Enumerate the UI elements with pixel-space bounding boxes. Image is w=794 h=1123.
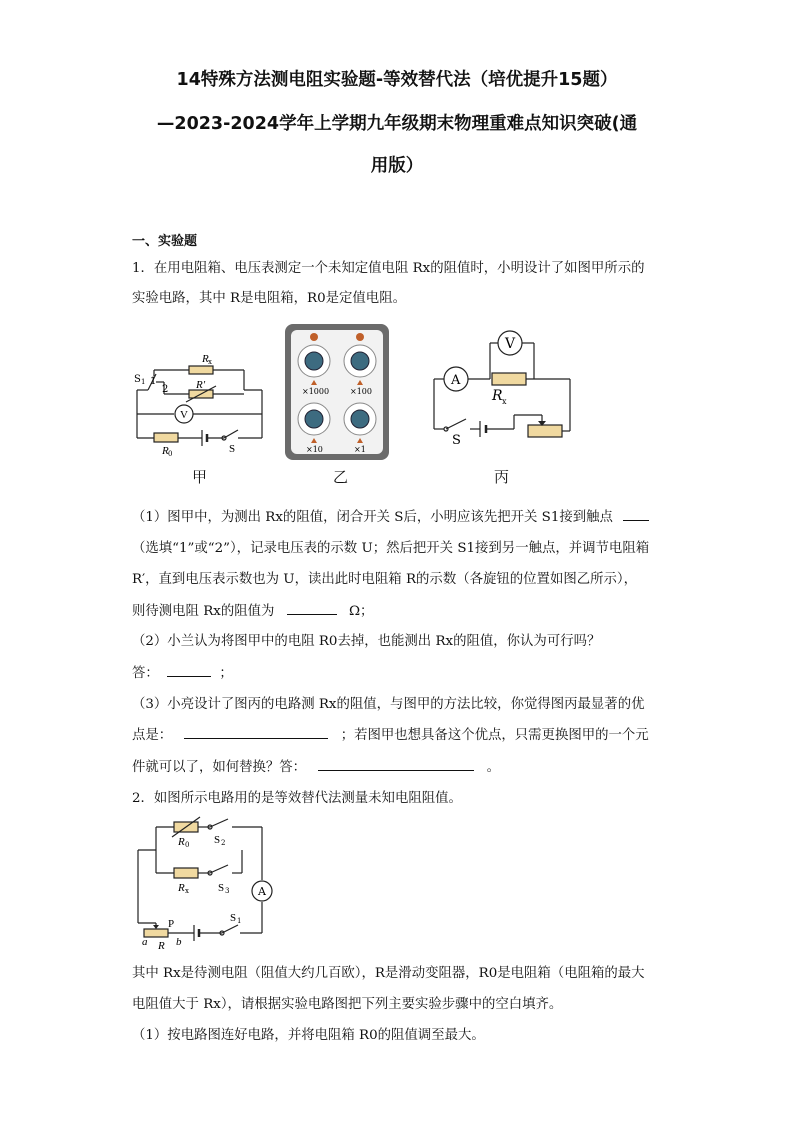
q1-part1-line2: （选填“1”或“2”），记录电压表的示数 U；然后把开关 S1接到另一触点，并调节电阻箱 [132,541,650,556]
svg-text:V: V [180,409,188,421]
q1-part3-line2-pre: 点是： [132,728,173,743]
svg-text:0: 0 [185,841,190,849]
svg-text:S: S [229,443,236,455]
svg-text:R: R [178,882,185,894]
doc-title-line1: 14特殊方法测电阻实验题-等效替代法（培优提升15题） [176,70,618,90]
svg-text:1: 1 [150,376,157,387]
figure-label-jia: 甲 [192,468,208,486]
svg-text:R: R [178,836,185,848]
q1-part3-line2-post: ；若图甲也想具备这个优点，只需更换图甲的一个元 [340,728,649,743]
resistance-box-figure [284,323,390,461]
circuit-figure-bing [430,325,580,450]
svg-text:1: 1 [141,378,146,386]
svg-text:S: S [452,433,461,448]
q1-part1-line4 [132,600,373,619]
svg-text:3: 3 [225,887,230,895]
doc-title-line3: 用版） [370,156,424,176]
q1-part3-line3-post: 。 [486,760,500,775]
answer-blank-rx-value[interactable] [287,602,337,615]
q1-part1-line1 [132,506,649,525]
svg-text:R: R [158,940,165,952]
svg-text:S: S [230,912,237,924]
circuit-figure-jia [134,350,269,460]
svg-text:x: x [185,887,189,895]
q1-part3-line3-pre: 件就可以了，如何替换？答： [132,760,307,775]
svg-text:1: 1 [237,917,242,925]
q1-part2-answer-post: ； [219,666,233,681]
dial-label-100: ×100 [350,387,372,396]
figure-label-bing: 丙 [494,468,510,486]
figure-label-yi: 乙 [333,468,349,486]
circuit-figure-q2 [134,815,274,950]
svg-text:b: b [176,936,182,948]
answer-blank-contact[interactable] [623,508,649,521]
svg-text:S: S [134,374,141,385]
dial-label-10: ×10 [306,445,323,454]
dial-label-1: ×1 [354,445,366,454]
q1-part3-line1: （3）小亮设计了图丙的电路测 Rx的阻值，与图甲的方法比较，你觉得图丙最显著的优 [132,697,645,712]
svg-text:2: 2 [221,839,226,847]
q1-part3-line2 [132,724,649,743]
svg-text:x: x [502,397,507,406]
svg-text:P: P [168,918,175,930]
svg-text:V: V [505,336,516,352]
svg-text:R': R' [196,379,206,391]
q1-line2: 实验电路，其中 R是电阻箱，R0是定值电阻。 [132,291,406,306]
q1-part1-line4-post: Ω； [348,604,374,619]
q1-part2-answer-pre: 答： [132,666,159,681]
q2-line1: 2．如图所示电路用的是等效替代法测量未知电阻阻值。 [132,791,462,806]
svg-text:2: 2 [162,384,169,395]
svg-text:R: R [202,353,209,365]
q1-part1-line4-pre: 则待测电阻 Rx的阻值为 [132,604,275,619]
svg-text:0: 0 [168,450,173,458]
q1-part2-answer [132,662,233,681]
q1-part1-line3: R′，直到电压表示数也为 U，读出此时电阻箱 R的示数（各旋钮的位置如图乙所示）， [132,572,637,587]
svg-text:S: S [218,882,225,894]
answer-blank-advantage[interactable] [184,726,328,739]
answer-blank-replace[interactable] [318,758,474,771]
svg-text:A: A [451,373,461,388]
q1-part3-line3 [132,756,500,775]
svg-text:A: A [258,885,266,898]
q1-part2: （2）小兰认为将图甲中的电阻 R0去掉，也能测出 Rx的阻值，你认为可行吗？ [132,634,601,649]
answer-blank-feasible[interactable] [167,664,211,677]
svg-text:R: R [162,445,169,457]
svg-text:x: x [208,358,212,366]
doc-title-line2: —2023-2024学年上学期九年级期末物理重难点知识突破(通 [156,114,638,134]
svg-text:S: S [214,834,221,846]
q2-line4: （1）按电路图连好电路，并将电阻箱 R0的阻值调至最大。 [132,1028,485,1043]
svg-text:R: R [492,388,503,404]
svg-text:a: a [142,936,148,948]
section-heading: 一、实验题 [132,234,198,249]
dial-label-1000: ×1000 [302,387,330,396]
q2-line2: 其中 Rx是待测电阻（阻值大约几百欧），R是滑动变阻器，R0是电阻箱（电阻箱的最大 [132,966,645,981]
q2-line3: 电阻值大于 Rx），请根据实验电路图把下列主要实验步骤中的空白填齐。 [132,997,563,1012]
q1-line1: 1．在用电阻箱、电压表测定一个未知定值电阻 Rx的阻值时，小明设计了如图甲所示的 [132,261,645,276]
q1-part1-text: （1）图甲中，为测出 Rx的阻值，闭合开关 S后，小明应该先把开关 S1接到触点 [132,510,613,525]
